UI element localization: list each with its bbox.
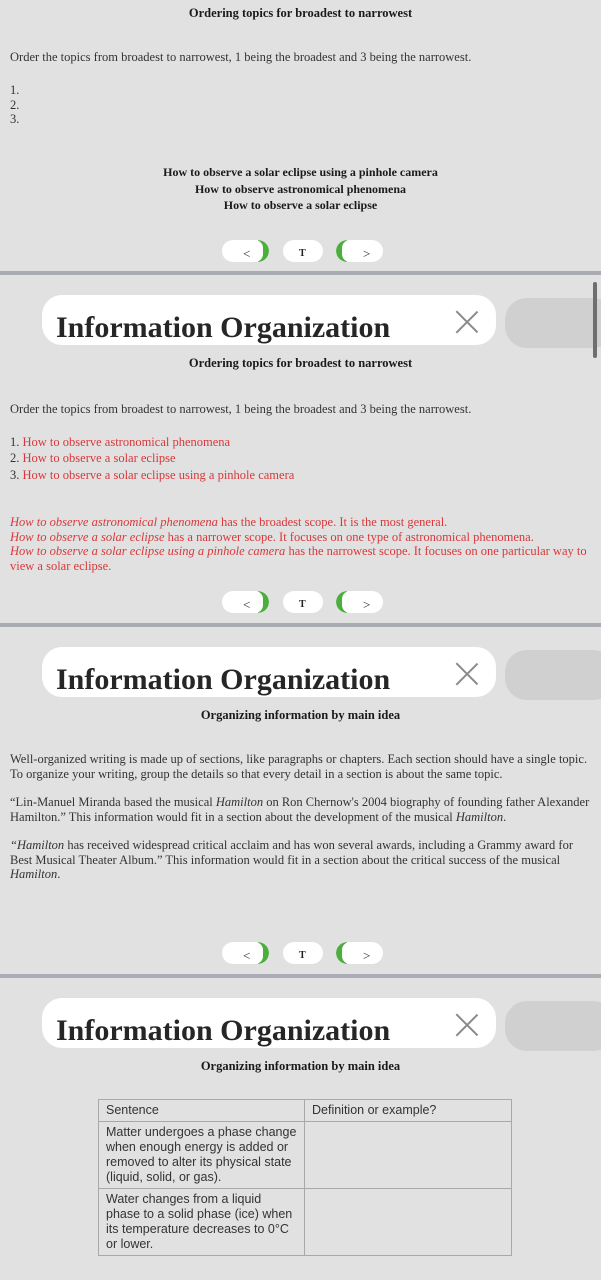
card-title: Information Organization [56,663,391,696]
answer-item: 3. How to observe a solar eclipse using a pinhole camera [10,467,295,482]
prev-button[interactable] [222,240,269,262]
top-icon: T [299,599,306,610]
explanation-line: How to observe a solar eclipse using a pinhole camera has the narrowest scope. It focuses on one particular way to view a solar eclipse. [10,544,587,573]
chevron-right-icon: > [363,948,371,963]
blank-list [10,83,592,127]
column-header: Definition or example? [305,1100,512,1122]
answer-item: 1. How to observe astronomical phenomena [10,435,231,449]
title-card [42,295,496,345]
instruction-text: Order the topics from broadest to narrowest, 1 being the broadest and 3 being the narrowest. [10,402,472,416]
nav-bar [0,240,601,264]
blank-item[interactable]: 2. [10,97,20,112]
explanation-line: How to observe a solar eclipse has a narrower scope. It focuses on one type of astronomical phenomena. [10,529,534,544]
answer-item: 2. How to observe a solar eclipse [10,451,176,466]
chevron-left-icon: < [243,597,251,612]
panel-subtitle: Organizing information by main idea [200,1059,401,1073]
panel-1 [0,0,601,272]
top-button[interactable] [283,240,323,262]
next-button[interactable] [336,240,383,262]
scrollbar[interactable] [593,282,597,358]
card-title: Information Organization [56,311,391,344]
choice-item[interactable]: How to observe a solar eclipse using a pinhole camera [163,165,438,179]
green-accent [336,942,347,964]
explanation-line: How to observe astronomical phenomena has the broadest scope. It is the most general. [10,515,448,529]
close-icon[interactable] [455,662,479,686]
close-icon[interactable] [455,310,479,334]
green-accent [336,591,347,613]
side-tab[interactable] [505,298,601,348]
panel-subtitle: Ordering topics for broadest to narrowest [188,356,413,370]
chevron-left-icon: < [243,246,251,261]
chevron-right-icon: > [363,597,371,612]
chevron-right-icon: > [363,246,371,261]
panel-subtitle: Ordering topics for broadest to narrowest [188,6,413,20]
next-button[interactable] [336,591,383,613]
instruction-text: Order the topics from broadest to narrowest, 1 being the broadest and 3 being the narrowest. [10,50,472,64]
green-accent [336,240,347,262]
answer-cell[interactable] [305,1122,512,1189]
table-row [99,1189,512,1256]
next-button[interactable] [336,942,383,964]
choice-item[interactable]: How to observe a solar eclipse [223,198,378,212]
top-button[interactable] [283,591,323,613]
green-accent [258,240,269,262]
top-button[interactable] [283,942,323,964]
nav-bar [0,591,601,615]
chevron-left-icon: < [243,948,251,963]
nav-bar [0,942,601,966]
column-header: Sentence [99,1100,305,1122]
card-title: Information Organization [56,1014,391,1047]
example-1: “Lin-Manuel Miranda based the musical Hamilton on Ron Chernow's 2004 biography of founding father Alexander Hamilton.” This information would fit in a section about the development of the musical Hamilton. [10,795,590,824]
answer-cell[interactable] [305,1189,512,1256]
panel-subtitle: Organizing information by main idea [200,708,401,722]
choice-item[interactable]: How to observe astronomical phenomena [194,181,407,196]
example-2: “Hamilton has received widespread critical acclaim and has won several awards, including a Grammy award for Best Musical Theater Album.” This information would fit in a section about the critical success of the musical Hamilton. [10,838,574,882]
prev-button[interactable] [222,591,269,613]
explanation [10,515,592,573]
side-tab[interactable] [505,1001,601,1051]
sentence-cell: Matter undergoes a phase change when enough energy is added or removed to alter its physical state (liquid, solid, or gas). [99,1122,305,1189]
green-accent [258,591,269,613]
answer-list [10,434,592,483]
panel-3 [0,627,601,975]
blank-item[interactable]: 3. [10,112,20,127]
intro-text: Well-organized writing is made up of sections, like paragraphs or chapters. Each section should have a single topic. To organize your writing, group the details so that every detail in a section is about the same topic. [10,752,588,781]
blank-item[interactable]: 1. [10,83,20,97]
table-header-row [99,1100,512,1122]
choice-list [0,164,601,214]
table-row [99,1122,512,1189]
close-icon[interactable] [455,1013,479,1037]
side-tab[interactable] [505,650,601,700]
title-card [42,647,496,697]
panel-2 [0,275,601,624]
prev-button[interactable] [222,942,269,964]
green-accent [258,942,269,964]
title-card [42,998,496,1048]
sentence-table [98,1099,512,1256]
sentence-cell: Water changes from a liquid phase to a solid phase (ice) when its temperature decreases to 0°C or lower. [99,1189,305,1256]
top-icon: T [299,950,306,961]
top-icon: T [299,248,306,259]
